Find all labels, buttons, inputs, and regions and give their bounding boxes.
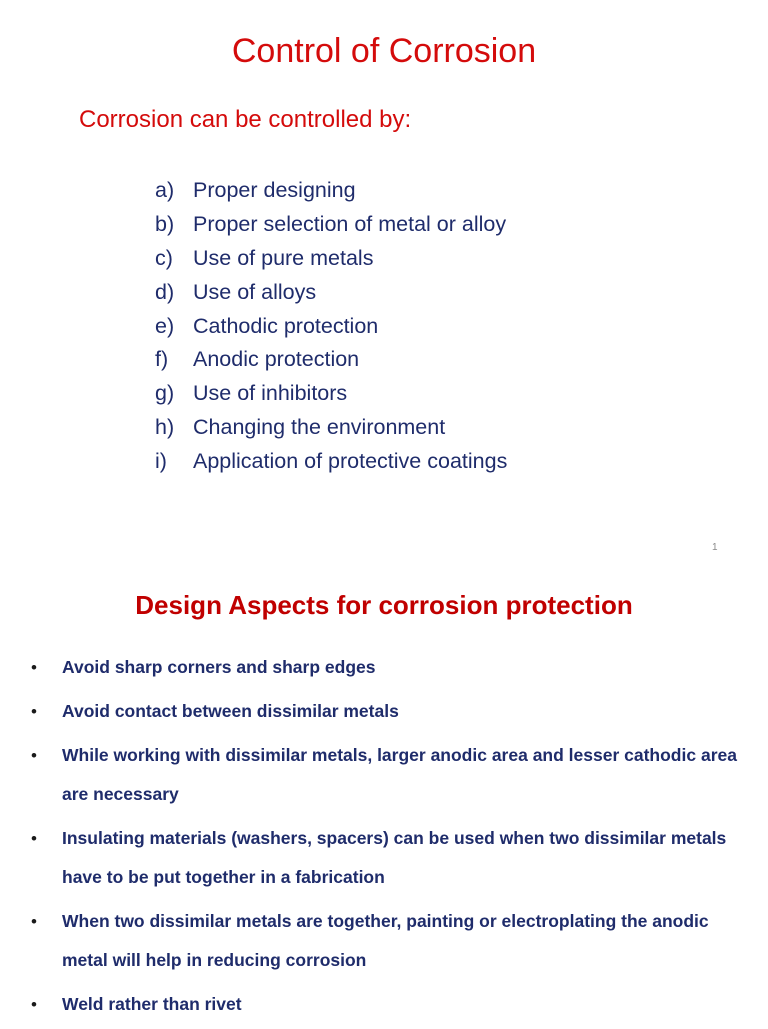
- list-item-text: Use of alloys: [193, 279, 317, 304]
- bullet-item-text: Avoid contact between dissimilar metals: [62, 701, 399, 721]
- list-marker: f): [155, 347, 169, 372]
- list-item-text: Changing the environment: [193, 414, 446, 439]
- bullet-icon: •: [31, 912, 37, 931]
- list-marker: b): [155, 212, 175, 237]
- list-item: [155, 377, 507, 411]
- bullet-item-text: When two dissimilar metals are together, painting or electroplating the anodic metal will help in reducing corrosion: [62, 911, 709, 970]
- list-item: [155, 242, 507, 276]
- bullet-item-text: While working with dissimilar metals, larger anodic area and lesser cathodic area are necessary: [62, 745, 737, 804]
- bullet-icon: •: [31, 995, 37, 1014]
- list-item-text: Use of inhibitors: [193, 381, 348, 406]
- slide-title: Design Aspects for corrosion protection: [135, 590, 633, 620]
- list-marker: c): [155, 245, 173, 270]
- list-item: [155, 444, 507, 478]
- list-marker: h): [155, 414, 175, 439]
- list-marker: d): [155, 279, 175, 304]
- bullet-item-text: Weld rather than rivet: [62, 994, 242, 1014]
- list-item: [155, 411, 507, 445]
- list-item-text: Cathodic protection: [193, 313, 379, 338]
- list-item-text: Application of protective coatings: [193, 448, 508, 473]
- bullet-item: [28, 648, 740, 687]
- bullet-icon: •: [31, 829, 37, 848]
- list-item: [155, 275, 507, 309]
- list-marker: a): [155, 178, 175, 203]
- bullet-icon: •: [31, 702, 37, 721]
- bullet-item: [28, 985, 740, 1024]
- corrosion-control-methods-list: [155, 174, 507, 478]
- list-item: [155, 343, 507, 377]
- list-item: [155, 208, 507, 242]
- list-item-text: Proper designing: [193, 178, 356, 203]
- list-item-text: Use of pure metals: [193, 245, 374, 270]
- list-item: [155, 309, 507, 343]
- list-marker: i): [155, 448, 167, 473]
- list-item-text: Proper selection of metal or alloy: [193, 212, 507, 237]
- list-marker: e): [155, 313, 175, 338]
- bullet-icon: •: [31, 746, 37, 765]
- list-item-text: Anodic protection: [193, 347, 360, 372]
- page-number: 1: [712, 542, 718, 553]
- slide-design-aspects: [0, 568, 768, 1024]
- bullet-item: [28, 736, 740, 814]
- list-marker: g): [155, 381, 175, 406]
- bullet-item: [28, 819, 740, 897]
- slide-title: Control of Corrosion: [231, 32, 537, 70]
- bullet-item-text: Avoid sharp corners and sharp edges: [62, 657, 376, 677]
- bullet-item-text: Insulating materials (washers, spacers) can be used when two dissimilar metals have to be put together in a fabrication: [62, 828, 727, 887]
- slide-subtitle: Corrosion can be controlled by:: [79, 106, 412, 133]
- bullet-item: [28, 902, 740, 980]
- design-aspects-bullet-list: [28, 648, 740, 1029]
- list-item: [155, 174, 507, 208]
- bullet-item: [28, 692, 740, 731]
- bullet-icon: •: [31, 658, 37, 677]
